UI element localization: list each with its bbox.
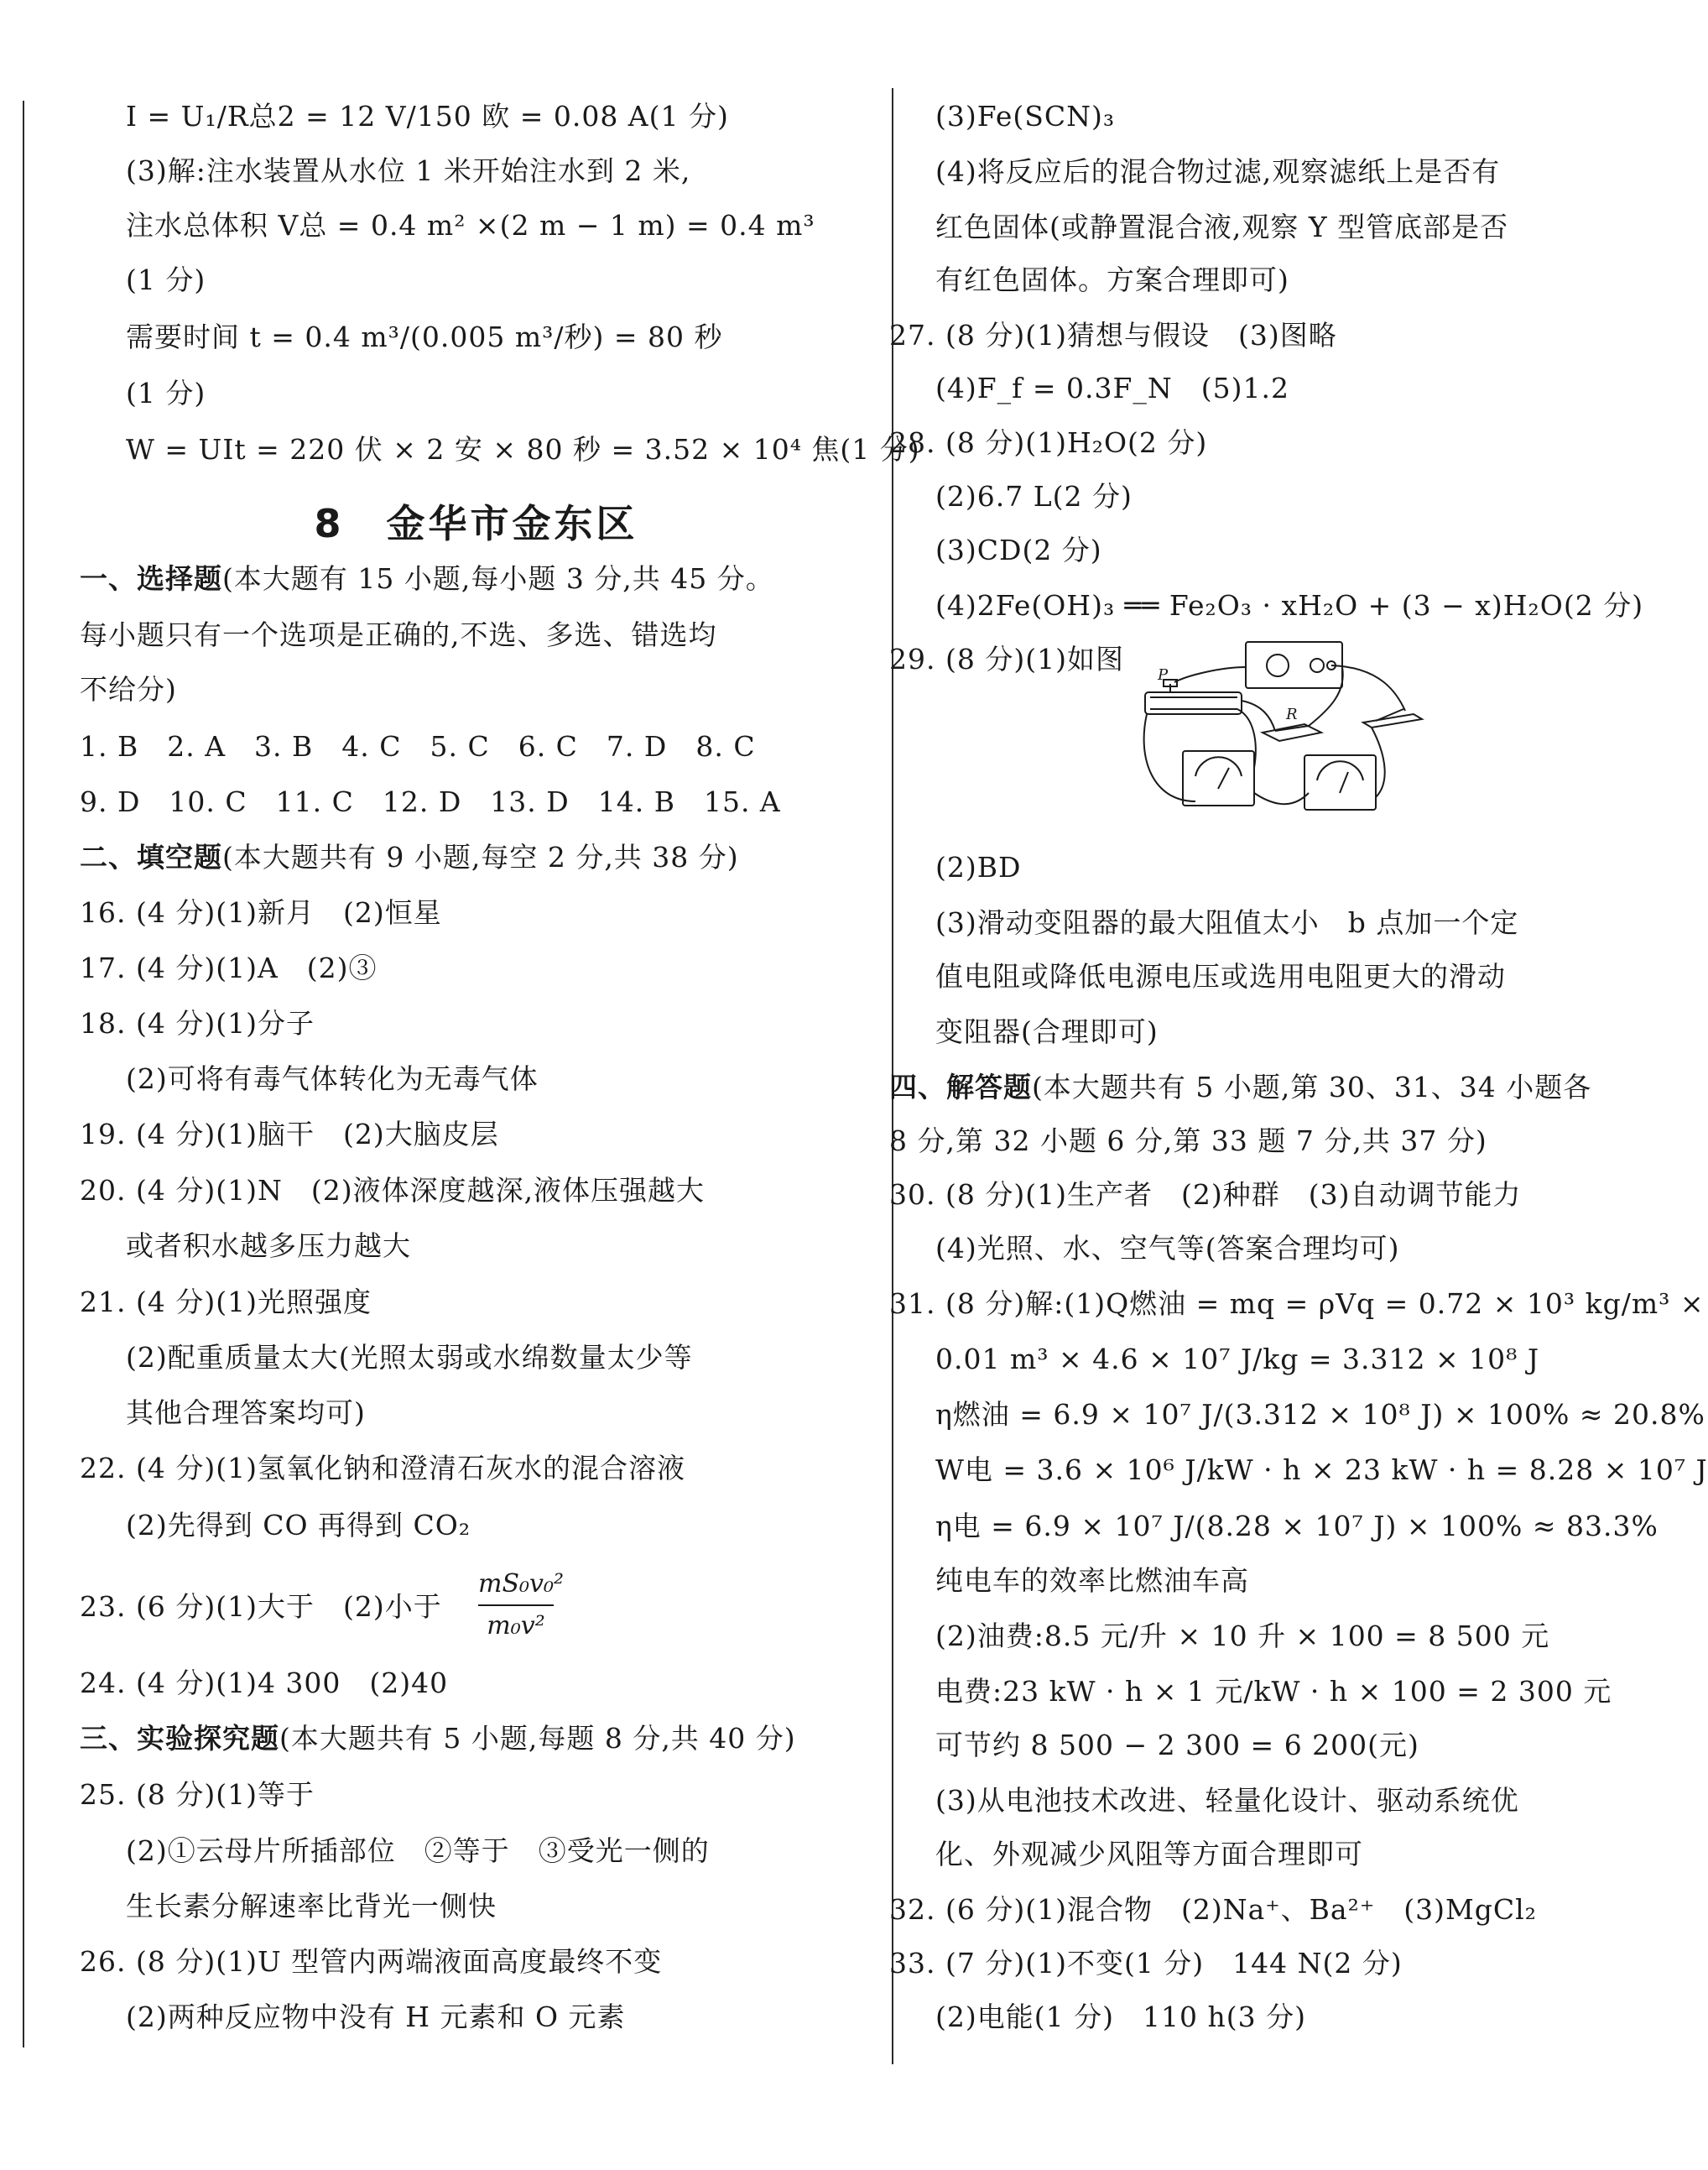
section-title: 8 金华市金东区 — [314, 501, 638, 546]
part2-heading — [80, 839, 739, 876]
part4-head: 四、解答题 — [889, 1071, 1032, 1103]
answer-line: 32. (6 分)(1)混合物 (2)Na⁺、Ba²⁺ (3)MgCl₂ — [889, 1893, 1537, 1926]
answer-line: 20. (4 分)(1)N (2)液体深度越深,液体压强越大 — [80, 1174, 706, 1207]
answer-line: 可节约 8 500 − 2 300 = 6 200(元) — [935, 1729, 1419, 1761]
answer-line: 纯电车的效率比燃油车高 — [935, 1564, 1249, 1597]
answer-line: 电费:23 kW · h × 1 元/kW · h × 100 = 2 300 元 — [935, 1675, 1612, 1708]
answer-line: (2)两种反应物中没有 H 元素和 O 元素 — [126, 2000, 626, 2033]
answer-line: (4)2Fe(OH)₃ ══ Fe₂O₃ · xH₂O + (3 − x)H₂O(2 分) — [935, 589, 1644, 622]
part2-tail: (本大题共有 9 小题,每空 2 分,共 38 分) — [222, 841, 739, 874]
answer-line: 28. (8 分)(1)H₂O(2 分) — [889, 426, 1208, 459]
power-dial — [1267, 655, 1289, 676]
answer-line: (2)配重质量太大(光照太弱或水绵数量太少等 — [126, 1341, 693, 1374]
wire — [1254, 793, 1309, 804]
answer-line: (3)从电池技术改进、轻量化设计、驱动系统优 — [935, 1784, 1519, 1817]
answer-line: (2)电能(1 分) 110 h(3 分) — [935, 2000, 1306, 2033]
switch-base — [1363, 714, 1422, 728]
answer-line: 0.01 m³ × 4.6 × 10⁷ J/kg = 3.312 × 10⁸ J — [935, 1343, 1540, 1375]
answer-line: 或者积水越多压力越大 — [126, 1229, 411, 1262]
part4-line: 8 分,第 32 小题 6 分,第 33 题 7 分,共 37 分) — [889, 1124, 1487, 1157]
part4-tail: (本大题共有 5 小题,第 30、31、34 小题各 — [1032, 1071, 1592, 1103]
answer-line: 变阻器(合理即可) — [935, 1015, 1159, 1048]
part3-heading — [80, 1720, 796, 1757]
label-r: R — [1286, 706, 1298, 723]
answer-line: 19. (4 分)(1)脑干 (2)大脑皮层 — [80, 1118, 499, 1150]
part2-head: 二、填空题 — [80, 841, 222, 874]
resistor-base — [1263, 724, 1321, 741]
power-terminal — [1310, 659, 1324, 672]
wire — [1372, 728, 1385, 797]
answer-line: (3)CD(2 分) — [935, 534, 1102, 566]
answer-line: (2)①云母片所插部位 ②等于 ③受光一侧的 — [126, 1834, 710, 1867]
answer-line: (1 分) — [126, 377, 206, 409]
answer-line: (3)滑动变阻器的最大阻值太小 b 点加一个定 — [935, 906, 1519, 939]
ammeter-scale — [1195, 757, 1242, 776]
circuit-diagram — [1137, 634, 1460, 820]
answer-line: W电 = 3.6 × 10⁶ J/kW · h × 23 kW · h = 8.28 × 10⁷ J — [935, 1453, 1708, 1486]
part3-tail: (本大题共有 5 小题,每题 8 分,共 40 分) — [279, 1722, 796, 1755]
label-p: P — [1158, 666, 1169, 684]
part1-heading — [80, 561, 774, 597]
left-margin-rule — [23, 101, 24, 2047]
fraction-expression — [478, 1569, 565, 1641]
choice-answers-row: 1. B 2. A 3. B 4. C 5. C 6. C 7. D 8. C — [80, 730, 756, 763]
ammeter-needle — [1218, 768, 1229, 789]
answer-line: 17. (4 分)(1)A (2)③ — [80, 952, 378, 984]
wire — [1237, 709, 1256, 768]
part1-line: 每小题只有一个选项是正确的,不选、多选、错选均 — [80, 618, 717, 651]
answer-line: (3)解:注水装置从水位 1 米开始注水到 2 米, — [126, 154, 691, 187]
wire — [1144, 714, 1195, 801]
wire — [1309, 667, 1343, 726]
answer-line: 33. (7 分)(1)不变(1 分) 144 N(2 分) — [889, 1947, 1403, 1980]
fraction-bar — [478, 1604, 554, 1606]
answer-line: 25. (8 分)(1)等于 — [80, 1778, 315, 1811]
answer-line: η电 = 6.9 × 10⁷ J/(8.28 × 10⁷ J) × 100% ≈ 83.3% — [935, 1510, 1659, 1542]
fraction-numerator: mS₀v₀² — [478, 1569, 565, 1599]
rheostat-body — [1145, 692, 1242, 714]
answer-line: W = UIt = 220 伏 × 2 安 × 80 秒 = 3.52 × 10⁴ 焦(1 分) — [126, 433, 920, 466]
answer-line: 化、外观减少风阻等方面合理即可 — [935, 1838, 1363, 1870]
answer-line: (4)将反应后的混合物过滤,观察滤纸上是否有 — [935, 155, 1501, 188]
answer-line: 值电阻或降低电源电压或选用电阻更大的滑动 — [935, 960, 1506, 993]
answer-line: (1 分) — [126, 263, 206, 296]
answer-line: (2)先得到 CO 再得到 CO₂ — [126, 1509, 471, 1541]
switch-lever — [1376, 709, 1403, 721]
voltmeter-scale — [1317, 761, 1363, 780]
answer-line: 21. (4 分)(1)光照强度 — [80, 1286, 372, 1318]
answer-line: 30. (8 分)(1)生产者 (2)种群 (3)自动调节能力 — [889, 1178, 1522, 1211]
answer-line: 红色固体(或静置混合液,观察 Y 型管底部是否 — [935, 211, 1509, 243]
answer-line: 24. (4 分)(1)4 300 (2)40 — [80, 1667, 449, 1699]
fraction-denominator: m₀v² — [487, 1611, 545, 1641]
ammeter — [1183, 751, 1254, 806]
answer-line: (2)6.7 L(2 分) — [935, 480, 1133, 513]
answer-line: I = U₁/R总2 = 12 V/150 欧 = 0.08 A(1 分) — [126, 100, 729, 133]
answer-line: 27. (8 分)(1)猜想与假设 (3)图略 — [889, 319, 1337, 352]
answer-line: 有红色固体。方案合理即可) — [935, 263, 1289, 296]
answer-line: 需要时间 t = 0.4 m³/(0.005 m³/秒) = 80 秒 — [126, 321, 723, 353]
answer-line: (2)BD — [935, 851, 1022, 884]
answer-line: 18. (4 分)(1)分子 — [80, 1007, 315, 1040]
part1-head: 一、选择题 — [80, 562, 222, 595]
answer-line: 其他合理答案均可) — [126, 1396, 366, 1429]
voltmeter-needle — [1340, 772, 1348, 793]
answer-line: 31. (8 分)解:(1)Q燃油 = mq = ρVq = 0.72 × 10³ kg/m³ × — [889, 1287, 1705, 1320]
answer-line: (3)Fe(SCN)₃ — [935, 100, 1116, 133]
part1-tail: (本大题有 15 小题,每小题 3 分,共 45 分。 — [222, 562, 774, 595]
answer-line: (2)可将有毒气体转化为无毒气体 — [126, 1062, 539, 1095]
answer-line: (4)F_f = 0.3F_N (5)1.2 — [935, 372, 1289, 404]
answer-line: (2)油费:8.5 元/升 × 10 升 × 100 = 8 500 元 — [935, 1620, 1550, 1652]
voltmeter — [1304, 755, 1376, 810]
answer-line: 22. (4 分)(1)氢氧化钠和澄清石灰水的混合溶液 — [80, 1452, 685, 1484]
answer-line: η燃油 = 6.9 × 10⁷ J/(3.312 × 10⁸ J) × 100% ≈ 20.8% — [935, 1398, 1705, 1431]
wire — [1174, 667, 1246, 682]
answer-line: 16. (4 分)(1)新月 (2)恒星 — [80, 896, 442, 929]
part3-head: 三、实验探究题 — [80, 1722, 279, 1755]
answer-line: 注水总体积 V总 = 0.4 m² ×(2 m − 1 m) = 0.4 m³ — [126, 209, 815, 242]
answer-line: 29. (8 分)(1)如图 — [889, 643, 1124, 676]
part1-line: 不给分) — [80, 673, 177, 706]
answer-line: 生长素分解速率比背光一侧快 — [126, 1890, 497, 1922]
part4-heading — [889, 1069, 1591, 1106]
choice-answers-row: 9. D 10. C 11. C 12. D 13. D 14. B 15. A — [80, 785, 781, 818]
answer-line: (4)光照、水、空气等(答案合理均可) — [935, 1232, 1400, 1265]
answer-line: 23. (6 分)(1)大于 (2)小于 — [80, 1590, 442, 1623]
answer-line: 26. (8 分)(1)U 型管内两端液面高度最终不变 — [80, 1945, 663, 1978]
